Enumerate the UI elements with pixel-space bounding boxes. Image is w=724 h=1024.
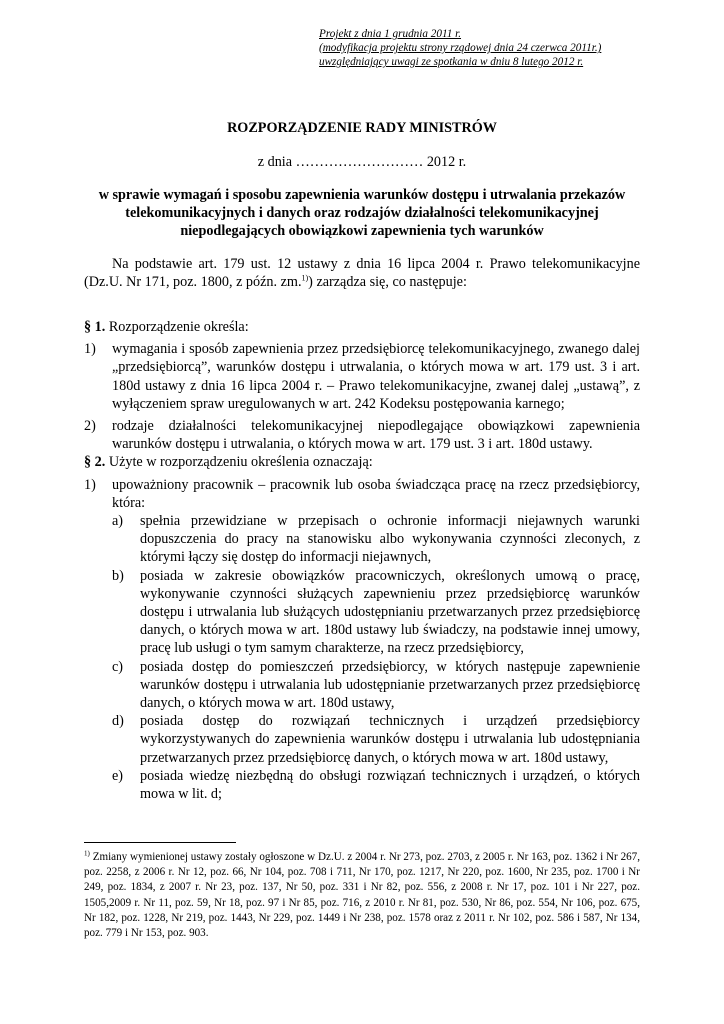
item-text: rodzaje działalności telekomunikacyjnej niepodlegające obowiązkowi zapewnienia warunków dostępu i utrwalania, o których mowa w art. 179 ust. 3 i art. 180d ustawy.	[112, 418, 640, 453]
footnote-mark: 1)	[84, 849, 90, 858]
main-body	[84, 318, 640, 803]
subitem-text: posiada wiedzę niezbędną do obsługi rozwiązań technicznych i urządzeń, o których mowa w lit. d;	[140, 767, 640, 803]
footnote-text: Zmiany wymienionej ustawy zostały ogłoszone w Dz.U. z 2004 r. Nr 273, poz. 2703, z 2005 r. Nr 163, poz. 1362 i Nr 267, poz. 2258, z 2006 r. Nr 12, poz. 66, Nr 104, poz. 708 i 711, Nr 170, poz. 1217, Nr 220, poz. 1600, Nr 235, poz. 1700 i Nr 249, poz. 1834, z 2007 r. Nr 23, poz. 137, Nr 50, poz. 331 i Nr 82, poz. 556, z 2008 r. Nr 17, poz. 101 i Nr 227, poz. 1505,2009 r. Nr 11, poz. 59, Nr 18, poz. 97 i Nr 85, poz. 716, z 2010 r. Nr 81, poz. 530, Nr 86, poz. 554, Nr 106, poz. 675, Nr 182, poz. 1228, Nr 219, poz. 1443, Nr 229, poz. 1449 i Nr 238, poz. 1578 oraz z 2011 r. Nr 102, poz. 586 i 587, Nr 134, poz. 779 i Nr 153, poz. 903.	[84, 851, 640, 940]
section-1-heading	[84, 318, 640, 336]
project-note-line2: (modyfikacja projektu strony rządowej dnia 24 czerwca 2011r.)	[319, 42, 602, 54]
footnote	[84, 850, 640, 941]
preamble-text-before: Na podstawie art. 179 ust. 12 ustawy z dnia 16 lipca 2004 r. Prawo telekomunikacyjne (Dz.U. Nr 171, poz. 1800, z późn. zm.	[84, 256, 640, 291]
footnote-reference: 1)	[301, 273, 309, 283]
section-1-intro: Rozporządzenie określa:	[108, 319, 249, 335]
subitem-letter: a)	[112, 513, 124, 530]
item-text: upoważniony pracownik – pracownik lub osoba świadcząca pracę na rzecz przedsiębiorcy, która:	[112, 476, 640, 511]
subitem-c	[112, 658, 640, 713]
preamble	[84, 255, 640, 291]
item-number: 2)	[84, 418, 96, 435]
section-2-label: § 2.	[84, 454, 106, 471]
subitem-letter: b)	[112, 567, 124, 584]
item-text: wymagania i sposób zapewnienia przez przedsiębiorcę telekomunikacyjnego, zwanego dalej „przedsiębiorcą”, warunków dostępu i utrwalania, o których mowa w art. 179 ust. 3 i art. 180d ustawy z dnia 16 lipca 2004 r. – Prawo telekomunikacyjne, zwanej dalej „ustawą”, z wyłączeniem spraw uregulowanych w art. 242 Kodeksu postępowania karnego;	[112, 341, 640, 412]
subitem-letter: c)	[112, 658, 124, 675]
section-1-item-1	[84, 340, 640, 413]
date-line: z dnia ……………………… 2012 r.	[257, 154, 467, 170]
section-2-intro: Użyte w rozporządzeniu określenia oznaczają:	[108, 454, 373, 471]
project-note	[319, 27, 659, 69]
preamble-text-after: ) zarządza się, co następuje:	[308, 274, 467, 291]
item-number: 1)	[84, 476, 96, 493]
subitem-text: posiada dostęp do pomieszczeń przedsiębiorcy, w których następuje zapewnienie warunków dostępu i utrwalania lub udostępnianie przetwarzanych przez przedsiębiorcę danych, o których mowa w art. 180d ustawy,	[140, 658, 640, 712]
subitem-d	[112, 712, 640, 767]
subitem-a	[112, 512, 640, 567]
subitem-letter: d)	[112, 713, 124, 730]
document-subject: w sprawie wymagań i sposobu zapewnienia warunków dostępu i utrwalania przekazów telekomunikacyjnych i danych oraz rodzajów działalności telekomunikacyjnej niepodlegających obowiązkowi zapewnienia tych warunków	[98, 187, 626, 239]
subitem-text: posiada w zakresie obowiązków pracowniczych, określonych umową o pracę, wykonywanie czynności służących zapewnieniu przez przedsiębiorcę warunków dostępu i utrwalania lub służących udostępnianiu przetwarzanych przez przedsiębiorcę danych, o których mowa w art. 180d ustawy lub świadczy, na podstawie innej umowy, pracę lub usługi o tym samym charakterze, na rzecz przedsiębiorcy,	[140, 567, 640, 657]
document-title: ROZPORZĄDZENIE RADY MINISTRÓW	[227, 120, 497, 136]
section-1-item-2	[84, 417, 640, 453]
subitem-text: spełnia przewidziane w przepisach o ochronie informacji niejawnych warunki dopuszczenia do pracy na stanowisku albo wykonywania czynności zleconych, z którymi łączy się dostęp do informacji niejawnych,	[140, 513, 640, 566]
subitem-e	[112, 767, 640, 803]
subitem-text: posiada dostęp do rozwiązań technicznych i urządzeń przedsiębiorcy wykorzystywanych do zapewnienia warunków dostępu i utrwalania lub udostępniania przetwarzanych przez przedsiębiorcę danych, o których mowa w art. 180d ustawy,	[140, 713, 640, 766]
item-number: 1)	[84, 341, 96, 358]
subitem-letter: e)	[112, 767, 124, 784]
section-2-item-1	[84, 476, 640, 512]
section-1-label: § 1.	[84, 319, 106, 335]
subitem-b	[112, 567, 640, 658]
footnote-separator	[84, 842, 236, 843]
project-note-line1: Projekt z dnia 1 grudnia 2011 r.	[319, 28, 462, 40]
project-note-line3: uwzględniający uwagi ze spotkania w dniu 8 lutego 2012 r.	[319, 56, 584, 68]
section-2-heading	[84, 453, 640, 471]
